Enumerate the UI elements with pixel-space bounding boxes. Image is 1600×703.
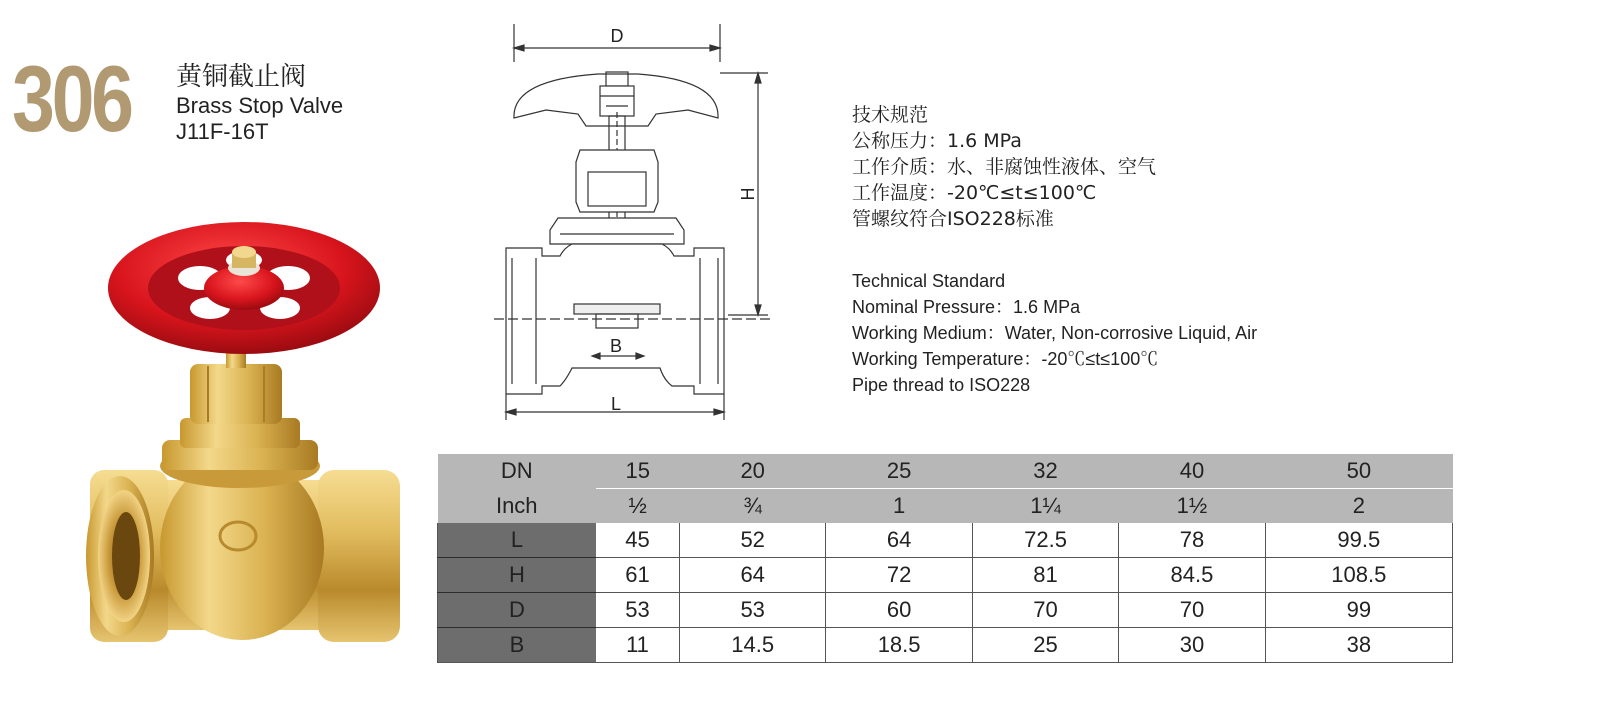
table-cell: 1	[826, 489, 972, 524]
spec-cn-line: 公称压力：1.6 MPa	[852, 130, 1022, 152]
spec-en-line: Pipe thread to ISO228	[852, 375, 1031, 395]
table-cell: 32	[972, 454, 1118, 489]
table-cell: 81	[972, 558, 1118, 593]
dimension-label-l: L	[610, 394, 622, 414]
spec-cn-line: 工作介质：水、非腐蚀性液体、空气	[852, 156, 1157, 178]
table-cell: 64	[679, 558, 825, 593]
product-title-en: Brass Stop Valve	[176, 93, 344, 118]
table-cell: 64	[826, 523, 972, 558]
dimension-label-d: D	[610, 26, 624, 46]
model-number: 306	[12, 46, 131, 151]
table-cell: 25	[826, 454, 972, 489]
table-cell: 72	[826, 558, 972, 593]
table-cell: 70	[1119, 593, 1265, 628]
spec-en-line: Working Temperature：-20℃≤t≤100℃	[852, 349, 1159, 369]
spec-en-line: Nominal Pressure：1.6 MPa	[852, 297, 1081, 317]
table-cell: 2	[1265, 489, 1452, 524]
spec-cn-heading: 技术规范	[852, 104, 929, 126]
valve-product-image	[80, 208, 410, 678]
table-cell: 38	[1265, 628, 1452, 663]
table-cell: 99.5	[1265, 523, 1452, 558]
table-cell: 53	[679, 593, 825, 628]
dimension-label-b: B	[609, 336, 623, 356]
table-cell: 20	[679, 454, 825, 489]
table-cell: 11	[596, 628, 679, 663]
technical-spec-cn	[852, 102, 1156, 232]
table-cell: ½	[596, 489, 679, 524]
spec-cn-line: 管螺纹符合ISO228标准	[852, 208, 1054, 230]
product-model-code: J11F-16T	[176, 119, 269, 144]
table-header-row	[438, 489, 1453, 524]
table-cell: 25	[972, 628, 1118, 663]
table-cell: 53	[596, 593, 679, 628]
table-row	[438, 523, 1453, 558]
table-cell: 84.5	[1119, 558, 1265, 593]
table-cell: 18.5	[826, 628, 972, 663]
table-cell: 50	[1265, 454, 1452, 489]
table-row-label: Inch	[438, 489, 597, 524]
dimension-label-h: H	[738, 187, 758, 201]
table-header-row	[438, 454, 1453, 489]
table-cell: 52	[679, 523, 825, 558]
dimension-table	[437, 454, 1453, 663]
table-row-label: B	[438, 628, 597, 663]
table-cell: 60	[826, 593, 972, 628]
technical-spec-en	[852, 268, 1257, 398]
table-cell: 78	[1119, 523, 1265, 558]
product-title-cn: 黄铜截止阀	[176, 62, 307, 92]
table-cell: 72.5	[972, 523, 1118, 558]
table-cell: 70	[972, 593, 1118, 628]
table-cell: 1¼	[972, 489, 1118, 524]
table-row-label: DN	[438, 454, 597, 489]
table-row-label: L	[438, 523, 597, 558]
table-cell: ¾	[679, 489, 825, 524]
table-cell: 14.5	[679, 628, 825, 663]
table-cell: 108.5	[1265, 558, 1452, 593]
spec-cn-line: 工作温度：-20℃≤t≤100℃	[852, 182, 1097, 204]
table-row-label: H	[438, 558, 597, 593]
table-row	[438, 558, 1453, 593]
table-row	[438, 593, 1453, 628]
valve-technical-drawing	[488, 22, 778, 424]
table-cell: 61	[596, 558, 679, 593]
spec-en-line: Working Medium：Water, Non-corrosive Liquid, Air	[852, 323, 1258, 343]
table-cell: 45	[596, 523, 679, 558]
table-cell: 1½	[1119, 489, 1265, 524]
table-cell: 40	[1119, 454, 1265, 489]
spec-en-heading: Technical Standard	[852, 271, 1006, 291]
table-row	[438, 628, 1453, 663]
table-row-label: D	[438, 593, 597, 628]
table-cell: 15	[596, 454, 679, 489]
table-cell: 99	[1265, 593, 1452, 628]
table-cell: 30	[1119, 628, 1265, 663]
